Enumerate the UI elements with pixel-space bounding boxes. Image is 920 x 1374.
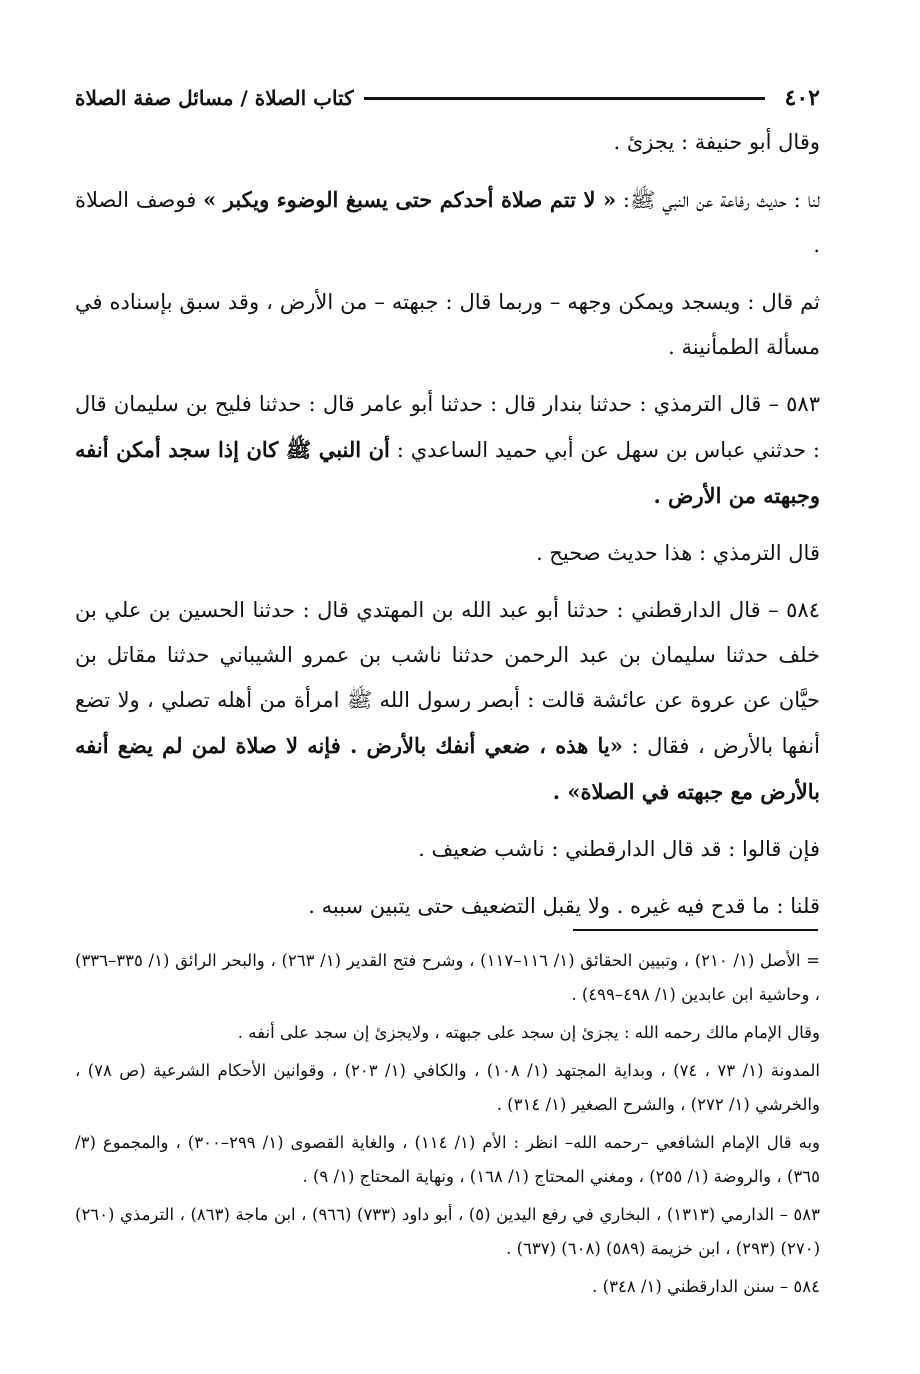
footnote-584-takhrij: ٥٨٤ – سنن الدارقطني (١/ ٣٤٨) .	[592, 1277, 820, 1296]
paragraph-abu-hanifa: وقال أبو حنيفة : يجزئ .	[613, 130, 820, 154]
main-text	[75, 120, 820, 929]
paragraph-rifaah-hadith	[75, 177, 820, 268]
hadith-chain: ٥٨٣ – قال الترمذي : حدثنا بندار قال : حدثنا أبو عامر قال : حدثنا فليح بن سليمان قال : حدثني عباس بن سهل عن أبي حميد الساعدي :	[75, 392, 821, 462]
paragraph-prostration: ثم قال : ويسجد ويمكن وجهه – وربما قال : جبهته – من الأرض ، وقد سبق بإسناده في مسألة الطمأنينة .	[75, 290, 820, 359]
footnote-583-takhrij: ٥٨٣ – الدارمي (١٣١٣) ، البخاري في رفع اليدين (٥) ، أبو داود (٧٣٣) (٩٦٦) ، ابن ماجة (٨٦٣) ، الترمذي (٢٦٠) (٢٧٠) (٢٩٣) ، ابن خزيمة (٥٨٩) (٦٠٨) (٦٣٧) .	[75, 1205, 821, 1258]
hadith-583	[75, 382, 820, 519]
page-number: ٤٠٢	[784, 85, 820, 111]
paragraph-reply: قلنا : ما قدح فيه غيره . ولا يقبل التضعيف حتى يتبين سببه .	[308, 894, 820, 918]
hadith-text: أن النبي ﷺ كان إذا سجد أمكن أنفه وجبهته من الأرض .	[75, 437, 820, 508]
hadith-text: «يا هذه ، ضعي أنفك بالأرض . فإنه لا صلاة لمن لم يضع أنفه بالأرض مع جبهته في الصلاة» .	[75, 733, 820, 804]
hadith-quote: « لا تتم صلاة أحدكم حتى يسبغ الوضوء ويكبر »	[203, 187, 617, 212]
footnote-hanafi-sources: = الأصل (١/ ٢١٠) ، وتبيين الحقائق (١/ ١١٦–١١٧) ، وشرح فتح القدير (١/ ٢٦٣) ، والبحر الرائق (١/ ٣٣٥–٣٣٦) ، وحاشية ابن عابدين (١/ ٤٩٨–٤٩٩) .	[75, 951, 820, 1004]
running-title: كتاب الصلاة / مسائل صفة الصلاة	[75, 86, 354, 110]
footnote-maliki-sources: المدونة (١/ ٧٣ ، ٧٤) ، وبداية المجتهد (١/ ١٠٨) ، والكافي (١/ ٢٠٣) ، وقوانين الأحكام الشرعية (ص ٧٨) ، والخرشي (١/ ٢٧٢) ، والشرح الصغير (١/ ٣١٤) .	[75, 1061, 820, 1114]
footnotes	[75, 944, 820, 1308]
paragraph-tirmidhi-grading: قال الترمذي : هذا حديث صحيح .	[535, 541, 820, 565]
paragraph-tail: فوصف الصلاة .	[75, 188, 820, 257]
paragraph-objection: فإن قالوا : قد قال الدارقطني : ناشب ضعيف .	[418, 837, 820, 861]
footnote-malik-view: وقال الإمام مالك رحمه الله : يجزئ إن سجد على جبهته ، ولايجزئ إن سجد على أنفه .	[237, 1023, 820, 1042]
hadith-chain: ٥٨٤ – قال الدارقطني : حدثنا أبو عبد الله بن المهتدي قال : حدثنا الحسين بن علي بن خلف حدثنا سليمان بن عبد الرحمن حدثنا ناشب بن عمرو الشيباني حدثنا مقاتل بن حيَّان عن عروة عن عائشة قالت : أبصر رسول الله ﷺ امرأة من أهله تصلي ، ولا تضع أنفها بالأرض ، فقال :	[75, 598, 820, 758]
page-header	[75, 78, 820, 118]
footnote-shafii-sources: وبه قال الإمام الشافعي –رحمه الله– انظر : الأم (١/ ١١٤) ، والغاية القصوى (١/ ٢٩٩–٣٠٠) ، والمجموع (٣/ ٣٦٥) ، والروضة (١/ ٢٥٥) ، ومغني المحتاج (١/ ١٦٨) ، ونهاية المحتاج (١/ ٩) .	[75, 1133, 821, 1186]
paragraph-lead: لنا : حديث رفاعة عن النبي ﷺ:	[616, 188, 820, 212]
header-rule	[364, 97, 765, 100]
footnote-separator	[573, 929, 818, 931]
hadith-584	[75, 588, 820, 815]
